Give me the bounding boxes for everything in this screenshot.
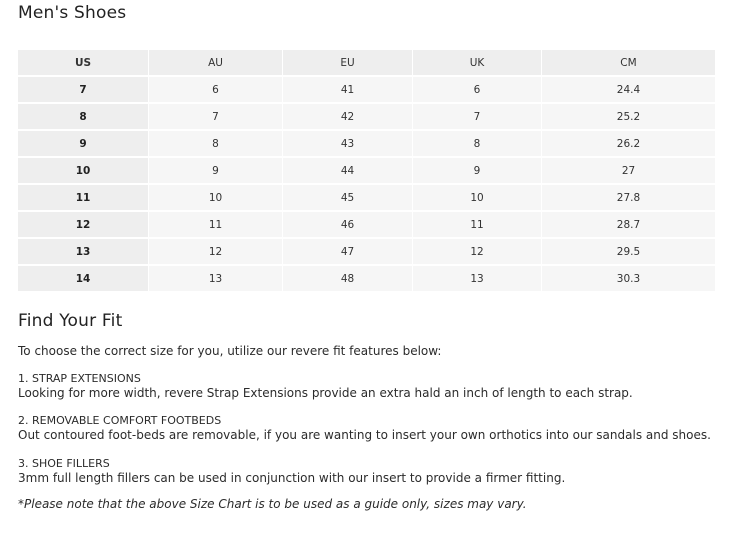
size-chart-table <box>18 50 716 293</box>
fit-section-title: 2. REMOVABLE COMFORT FOOTBEDS <box>18 414 222 427</box>
table-cell: 48 <box>283 266 413 293</box>
table-cell: 30.3 <box>542 266 716 293</box>
column-header-eu: EU <box>283 50 413 77</box>
table-row <box>18 77 716 104</box>
table-cell: 8 <box>149 131 283 158</box>
table-row <box>18 212 716 239</box>
table-cell: 7 <box>413 104 542 131</box>
table-row <box>18 158 716 185</box>
table-cell: 10 <box>18 158 149 185</box>
section-title-find-your-fit: Find Your Fit <box>18 311 123 331</box>
column-header-au: AU <box>149 50 283 77</box>
fit-section-title: 1. STRAP EXTENSIONS <box>18 372 141 385</box>
table-cell: 6 <box>413 77 542 104</box>
table-cell: 9 <box>18 131 149 158</box>
table-header-row <box>18 50 716 77</box>
table-cell: 13 <box>149 266 283 293</box>
table-cell: 6 <box>149 77 283 104</box>
fit-section-body: 3mm full length fillers can be used in conjunction with our insert to provide a firmer fitting. <box>18 471 566 485</box>
table-row <box>18 131 716 158</box>
fit-section-title: 3. SHOE FILLERS <box>18 457 110 470</box>
table-cell: 10 <box>149 185 283 212</box>
column-header-uk: UK <box>413 50 542 77</box>
table-cell: 11 <box>413 212 542 239</box>
fit-intro-text: To choose the correct size for you, utilize our revere fit features below: <box>18 344 442 358</box>
table-cell: 45 <box>283 185 413 212</box>
table-cell: 43 <box>283 131 413 158</box>
column-header-cm: CM <box>542 50 716 77</box>
table-cell: 28.7 <box>542 212 716 239</box>
fit-section-body: Looking for more width, revere Strap Extensions provide an extra hald an inch of length to each strap. <box>18 386 633 400</box>
table-cell: 46 <box>283 212 413 239</box>
table-cell: 44 <box>283 158 413 185</box>
table-row <box>18 104 716 131</box>
table-row <box>18 239 716 266</box>
table-cell: 9 <box>413 158 542 185</box>
table-cell: 27 <box>542 158 716 185</box>
table-cell: 25.2 <box>542 104 716 131</box>
table-cell: 8 <box>18 104 149 131</box>
table-cell: 41 <box>283 77 413 104</box>
column-header-us: US <box>18 50 149 77</box>
page-title: Men's Shoes <box>18 3 127 23</box>
table-cell: 27.8 <box>542 185 716 212</box>
table-cell: 13 <box>413 266 542 293</box>
size-chart-disclaimer: *Please note that the above Size Chart is to be used as a guide only, sizes may vary. <box>18 497 527 511</box>
table-cell: 7 <box>149 104 283 131</box>
table-row <box>18 185 716 212</box>
fit-section-body: Out contoured foot-beds are removable, if you are wanting to insert your own orthotics into our sandals and shoes. <box>18 428 711 442</box>
table-cell: 13 <box>18 239 149 266</box>
table-cell: 11 <box>18 185 149 212</box>
table-cell: 14 <box>18 266 149 293</box>
table-cell: 29.5 <box>542 239 716 266</box>
table-cell: 24.4 <box>542 77 716 104</box>
fit-section-comfort-footbeds <box>18 413 723 443</box>
table-cell: 7 <box>18 77 149 104</box>
table-row <box>18 266 716 293</box>
table-cell: 26.2 <box>542 131 716 158</box>
table-cell: 11 <box>149 212 283 239</box>
table-cell: 9 <box>149 158 283 185</box>
table-cell: 12 <box>149 239 283 266</box>
table-cell: 10 <box>413 185 542 212</box>
fit-section-shoe-fillers <box>18 456 723 486</box>
table-cell: 12 <box>18 212 149 239</box>
table-cell: 47 <box>283 239 413 266</box>
table-cell: 12 <box>413 239 542 266</box>
table-cell: 8 <box>413 131 542 158</box>
fit-section-strap-extensions <box>18 371 723 401</box>
table-cell: 42 <box>283 104 413 131</box>
